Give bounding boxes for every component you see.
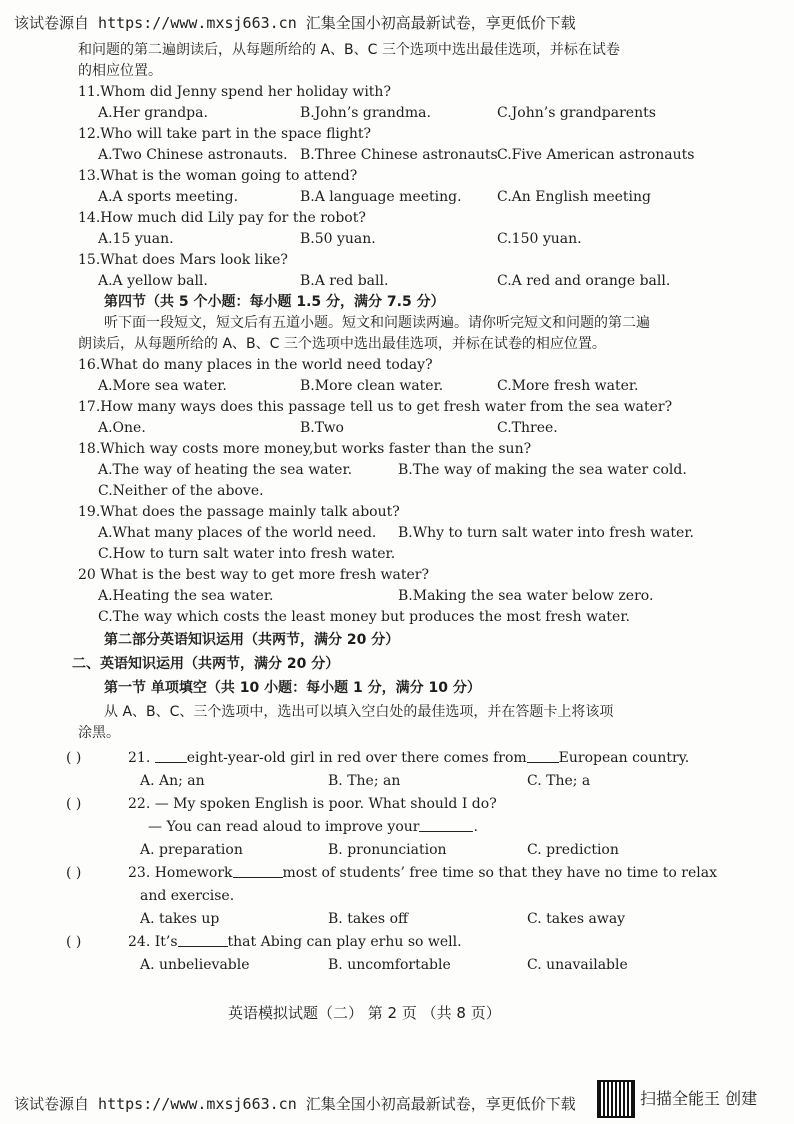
part2-section1-title: 第一节 单项填空（共 10 小题：每小题 1 分，满分 10 分） xyxy=(104,680,481,696)
question-text: and exercise. xyxy=(140,888,235,904)
option-a[interactable]: A.Her grandpa. xyxy=(98,105,208,121)
option-b[interactable]: B.More clean water. xyxy=(300,378,444,394)
options-14 xyxy=(78,229,768,250)
section4-instructions: 听下面一段短文，短文后有五道小题。短文和问题读两遍。请你听完短文和问题的第二遍 xyxy=(104,315,650,331)
banner-prefix: 该试卷源自 xyxy=(14,14,90,32)
option-a[interactable]: A.The way of heating the sea water. xyxy=(98,462,353,478)
options-16 xyxy=(78,376,768,397)
option-c[interactable]: C. takes away xyxy=(527,911,626,927)
option-a[interactable]: A.A sports meeting. xyxy=(98,189,239,205)
option-c[interactable]: C.A red and orange ball. xyxy=(497,273,671,289)
part2-heading: 二、英语知识运用（共两节，满分 20 分） xyxy=(72,656,340,672)
page-footer: 英语模拟试题（二） 第 2 页 （共 8 页） xyxy=(228,1004,501,1022)
question-22 xyxy=(66,794,768,817)
scanner-watermark: 扫描全能王 创建 xyxy=(640,1089,758,1108)
question-11: 11.Whom did Jenny spend her holiday with? xyxy=(78,84,391,100)
question-12: 12.Who will take part in the space flight? xyxy=(78,126,372,142)
option-b[interactable]: B.Three Chinese astronauts xyxy=(300,147,498,163)
intro-line: 的相应位置。 xyxy=(78,63,162,79)
option-b[interactable]: B.Why to turn salt water into fresh water. xyxy=(398,525,694,541)
section4-title: 第四节（共 5 个小题：每小题 1.5 分，满分 7.5 分） xyxy=(104,294,445,310)
banner-url[interactable]: https://www.mxsj663.cn xyxy=(98,14,297,32)
option-b[interactable]: B.A language meeting. xyxy=(300,189,462,205)
option-a[interactable]: A.15 yuan. xyxy=(98,231,174,247)
question-text: — My spoken English is poor. What should I do? xyxy=(154,796,497,812)
question-text: . xyxy=(473,819,478,835)
question-text: most of students’ free time so that they have no time to relax xyxy=(282,865,717,881)
question-text: that Abing can play erhu so well. xyxy=(227,934,462,950)
option-b[interactable]: B.Making the sea water below zero. xyxy=(398,588,654,604)
option-b[interactable]: B.50 yuan. xyxy=(300,231,376,247)
option-b[interactable]: B. The; an xyxy=(328,773,401,789)
option-a[interactable]: A. preparation xyxy=(140,842,243,858)
source-banner-bottom xyxy=(14,1093,576,1114)
question-16: 16.What do many places in the world need today? xyxy=(78,357,433,373)
option-c[interactable]: C.How to turn salt water into fresh water. xyxy=(98,546,396,562)
answer-blank xyxy=(419,817,473,832)
options-19-c xyxy=(78,544,768,565)
option-a[interactable]: A.More sea water. xyxy=(98,378,227,394)
option-b[interactable]: B.A red ball. xyxy=(300,273,389,289)
question-text: It’s xyxy=(154,934,178,950)
option-c[interactable]: C. prediction xyxy=(527,842,619,858)
option-a[interactable]: A. takes up xyxy=(140,911,220,927)
option-c[interactable]: C.The way which costs the least money but produces the most fresh water. xyxy=(98,609,630,625)
option-a[interactable]: A.Heating the sea water. xyxy=(98,588,274,604)
option-c[interactable]: C.Five American astronauts xyxy=(497,147,695,163)
question-text: Homework xyxy=(154,865,233,881)
options-23 xyxy=(78,909,768,932)
option-c[interactable]: C. The; a xyxy=(527,773,591,789)
banner-suffix: 汇集全国小初高最新试卷，享更低价下载 xyxy=(305,14,576,32)
answer-blank xyxy=(527,748,559,763)
options-11 xyxy=(78,103,768,124)
exam-content xyxy=(66,40,768,978)
question-19: 19.What does the passage mainly talk about? xyxy=(78,504,400,520)
option-b[interactable]: B. pronunciation xyxy=(328,842,447,858)
question-text: eight-year-old girl in red over there comes from xyxy=(186,750,527,766)
question-20: 20 What is the best way to get more fresh water? xyxy=(78,567,429,583)
part2-instructions: 涂黑。 xyxy=(78,725,120,741)
options-13 xyxy=(78,187,768,208)
option-b[interactable]: B.Two xyxy=(300,420,344,436)
option-b[interactable]: B.John’s grandma. xyxy=(300,105,431,121)
question-14: 14.How much did Lily pay for the robot? xyxy=(78,210,366,226)
answer-blank xyxy=(155,748,187,763)
section4-instructions: 朗读后，从每题所给的 A、B、C 三个选项中选出最佳选项，并标在试卷的相应位置。 xyxy=(78,336,606,352)
options-17 xyxy=(78,418,768,439)
option-b[interactable]: B.The way of making the sea water cold. xyxy=(398,462,687,478)
options-21 xyxy=(78,771,768,794)
option-c[interactable]: C. unavailable xyxy=(527,957,628,973)
options-12 xyxy=(78,145,768,166)
part2-title: 第二部分英语知识运用（共两节，满分 20 分） xyxy=(104,632,400,648)
answer-paren[interactable]: ( ) xyxy=(66,796,82,812)
options-22 xyxy=(78,840,768,863)
options-20-c xyxy=(78,607,768,628)
answer-blank xyxy=(233,863,283,878)
option-c[interactable]: C.More fresh water. xyxy=(497,378,639,394)
options-19 xyxy=(78,523,768,544)
question-13: 13.What is the woman going to attend? xyxy=(78,168,358,184)
question-23 xyxy=(66,863,768,886)
option-c[interactable]: C.An English meeting xyxy=(497,189,651,205)
options-20 xyxy=(78,586,768,607)
options-15 xyxy=(78,271,768,292)
option-c[interactable]: C.150 yuan. xyxy=(497,231,582,247)
question-number: 21. xyxy=(128,750,151,766)
option-a[interactable]: A.A yellow ball. xyxy=(98,273,208,289)
option-a[interactable]: A.Two Chinese astronauts. xyxy=(98,147,288,163)
question-number: 23. xyxy=(128,865,151,881)
option-a[interactable]: A.One. xyxy=(98,420,146,436)
question-text: European country. xyxy=(558,750,690,766)
answer-paren[interactable]: ( ) xyxy=(66,934,82,950)
question-number: 24. xyxy=(128,934,151,950)
qr-code-icon xyxy=(597,1080,635,1118)
banner-url[interactable]: https://www.mxsj663.cn xyxy=(98,1095,297,1113)
answer-blank xyxy=(178,932,228,947)
options-18-c xyxy=(78,481,768,502)
option-c[interactable]: C.Neither of the above. xyxy=(98,483,264,499)
option-c[interactable]: C.John’s grandparents xyxy=(497,105,656,121)
option-b[interactable]: B. takes off xyxy=(328,911,408,927)
question-24 xyxy=(66,932,768,955)
question-15: 15.What does Mars look like? xyxy=(78,252,288,268)
option-c[interactable]: C.Three. xyxy=(497,420,558,436)
banner-prefix: 该试卷源自 xyxy=(14,1095,90,1113)
banner-suffix: 汇集全国小初高最新试卷，享更低价下载 xyxy=(305,1095,576,1113)
question-17: 17.How many ways does this passage tell us to get fresh water from the sea water? xyxy=(78,399,673,415)
question-18: 18.Which way costs more money,but works faster than the sun? xyxy=(78,441,532,457)
source-banner-top xyxy=(14,12,576,33)
option-a[interactable]: A.What many places of the world need. xyxy=(98,525,377,541)
question-23-cont xyxy=(78,886,768,909)
question-22-reply xyxy=(78,817,768,840)
question-text: — You can read aloud to improve your xyxy=(148,819,420,835)
question-21 xyxy=(66,748,768,771)
option-b[interactable]: B. uncomfortable xyxy=(328,957,451,973)
option-a[interactable]: A. unbelievable xyxy=(140,957,250,973)
question-number: 22. xyxy=(128,796,151,812)
intro-line: 和问题的第二遍朗读后，从每题所给的 A、B、C 三个选项中选出最佳选项，并标在试卷 xyxy=(78,42,620,58)
answer-paren[interactable]: ( ) xyxy=(66,750,82,766)
options-18 xyxy=(78,460,768,481)
part2-instructions: 从 A、B、C、三个选项中，选出可以填入空白处的最佳选项，并在答题卡上将该项 xyxy=(104,704,614,720)
option-a[interactable]: A. An; an xyxy=(140,773,205,789)
answer-paren[interactable]: ( ) xyxy=(66,865,82,881)
options-24 xyxy=(78,955,768,978)
